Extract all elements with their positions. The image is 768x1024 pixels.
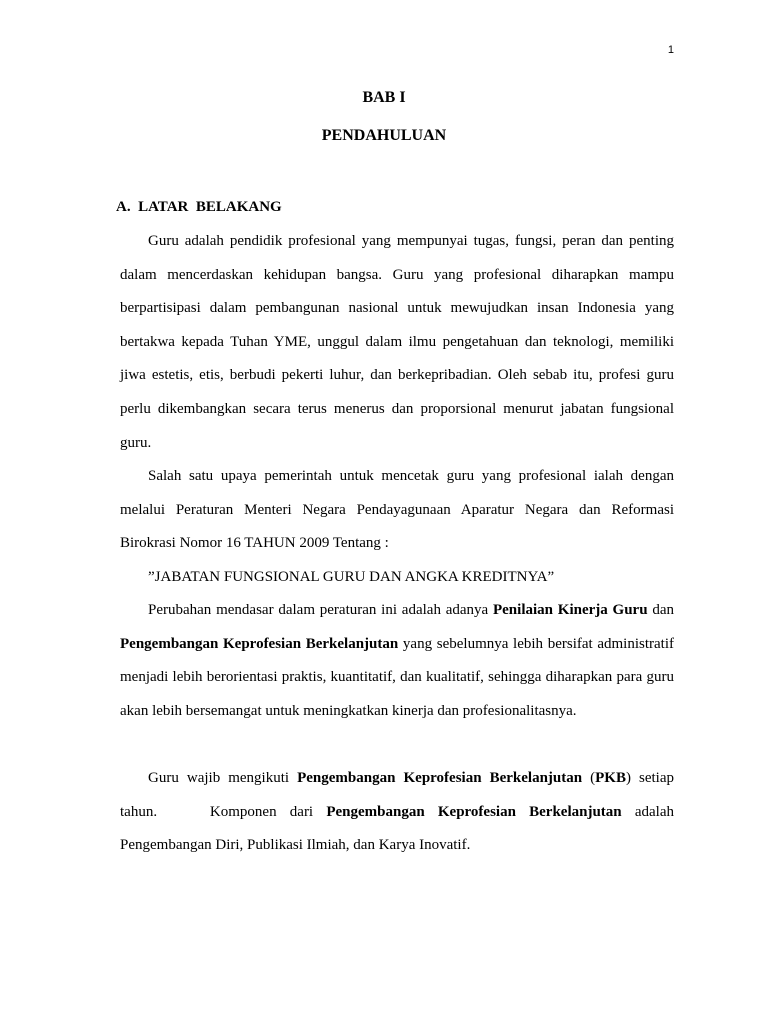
chapter-title: PENDAHULUAN: [321, 127, 447, 144]
section-heading: A. LATAR BELAKANG: [116, 199, 282, 215]
paragraph-4-text-1: Guru wajib mengikuti: [148, 770, 298, 786]
paragraph-3-text-2: dan: [647, 602, 674, 618]
paragraph-4-text-4: adalah Pengembangan Diri, Publikasi Ilmiah, dan Karya Inovatif.: [120, 803, 675, 854]
paragraph-4: [120, 762, 678, 863]
paragraph-3-bold-1: Penilaian Kinerja Guru: [492, 602, 648, 618]
paragraph-4-bold-1: Pengembangan Keprofesian Berkelanjutan: [297, 770, 583, 786]
paragraph-4-text-3: ) setiap tahun. Komponen dari: [120, 770, 678, 820]
paragraph-2: Salah satu upaya pemerintah untuk mencetak guru yang profesional ialah dengan melalui Peraturan Menteri Negara Pendayagunaan Aparatur Negara dan Reformasi Birokrasi Nomor 16 TAHUN 2009 Tentang :: [120, 468, 674, 552]
paragraph-1: Guru adalah pendidik profesional yang mempunyai tugas, fungsi, peran dan penting dalam mencerdaskan kehidupan bangsa. Guru yang profesional diharapkan mampu berpartisipasi dalam pembangunan nasional untuk mewujudkan insan Indonesia yang bertakwa kepada Tuhan YME, unggul dalam ilmu pengetahuan dan teknologi, memiliki jiwa estetis, etis, berbudi pekerti luhur, dan berkepribadian. Oleh sebab itu, profesi guru perlu dikembangkan secara terus menerus dan proporsional menurut jabatan fungsional guru.: [120, 233, 674, 451]
paragraph-3-text-1: Perubahan mendasar dalam peraturan ini adalah adanya: [148, 602, 493, 618]
chapter-heading: BAB I: [362, 89, 406, 106]
paragraph-4-text-2: (: [582, 770, 596, 786]
paragraph-3-bold-2: Pengembangan Keprofesian Berkelanjutan: [120, 635, 399, 652]
paragraph-4-bold-3: Pengembangan Keprofesian Berkelanjutan: [326, 803, 622, 820]
paragraph-4-bold-2: PKB: [595, 770, 626, 786]
regulation-title: ”JABATAN FUNGSIONAL GURU DAN ANGKA KREDITNYA”: [148, 569, 555, 585]
paragraph-3-text-3: yang sebelumnya lebih bersifat administratif menjadi lebih berorientasi praktis, kuantitatif, dan kualitatif, sehingga diharapkan para guru akan lebih bersemangat untuk meningkatkan kinerja dan profesionalitasnya.: [120, 635, 675, 719]
page-number: 1: [667, 44, 674, 56]
paragraph-3: [120, 594, 674, 728]
